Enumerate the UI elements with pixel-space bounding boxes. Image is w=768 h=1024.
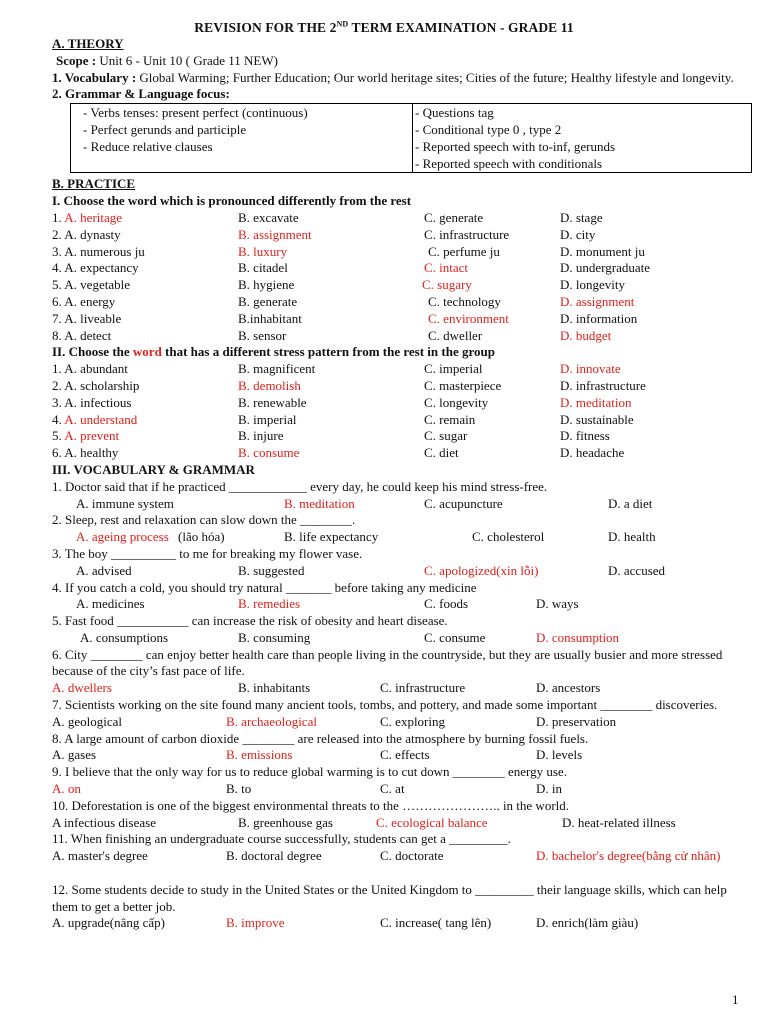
answer-option: A. upgrade(nâng cấp): [52, 915, 165, 931]
answer-option: B. magnificent: [238, 361, 316, 377]
question-options: [52, 915, 752, 932]
section-3-questions: [52, 479, 752, 933]
answer-option: 2. A. dynasty: [52, 226, 121, 242]
question-stem: 7. Scientists working on the site found many ancient tools, tombs, and pottery, and made some important ________ discoveries.: [52, 697, 718, 713]
answer-option: C. acupuncture: [424, 495, 503, 511]
answer-option: B. life expectancy: [284, 529, 379, 545]
answer-option: B. imperial: [238, 411, 297, 427]
answer-option: D. information: [560, 310, 638, 326]
document-body: [52, 36, 752, 932]
answer-option: B. renewable: [238, 394, 307, 410]
answer-option: C. generate: [424, 209, 484, 225]
answer-option: 7. A. liveable: [52, 310, 122, 326]
answer-option: A. advised: [76, 562, 132, 578]
answer-option: C. consume: [424, 629, 486, 645]
answer-option: D. longevity: [560, 277, 625, 293]
question-options: [52, 848, 752, 882]
answer-option: 6. A. healthy: [52, 445, 119, 461]
question-row: [52, 227, 752, 244]
answer-option: C. sugar: [424, 428, 468, 444]
theory-heading: A. THEORY: [52, 36, 124, 51]
answer-option: B. injure: [238, 428, 284, 444]
answer-option: D. ways: [536, 596, 579, 612]
answer-option: B. greenhouse gas: [238, 814, 333, 830]
answer-option: 2. A. scholarship: [52, 377, 140, 393]
answer-option: C. imperial: [424, 361, 483, 377]
section-2-title: II. Choose the word that has a different stress pattern from the rest in the group: [52, 344, 495, 360]
question-stem: 1. Doctor said that if he practiced ____________ every day, he could keep his mind stress-free.: [52, 478, 548, 494]
question-row: [52, 328, 752, 345]
scope-line: Scope : Unit 6 - Unit 10 ( Grade 11 NEW): [56, 52, 278, 68]
answer-option: D. ancestors: [536, 680, 601, 696]
answer-option: D. enrich(làm giàu): [536, 915, 639, 931]
question-options: [52, 747, 752, 764]
page-title: REVISION FOR THE 2ND TERM EXAMINATION - GRADE 11: [194, 19, 574, 35]
answer-option: C. infrastructure: [380, 680, 466, 696]
answer-option: A. immune system: [76, 495, 174, 511]
answer-option: A. consumptions: [80, 629, 169, 645]
answer-option: 8. A. detect: [52, 327, 112, 343]
answer-option: C. remain: [424, 411, 476, 427]
answer-option: D. undergraduate: [560, 260, 651, 276]
answer-option: B. archaeological: [226, 713, 317, 729]
answer-option: B. generate: [238, 293, 298, 309]
practice-heading: B. PRACTICE: [52, 176, 136, 192]
answer-option: D. stage: [560, 209, 603, 225]
question-stem: 4. If you catch a cold, you should try natural _______ before taking any medicine: [52, 579, 477, 595]
question-row: [52, 277, 752, 294]
answer-option: A. dwellers: [52, 680, 112, 696]
answer-option: 3. A. numerous ju: [52, 243, 145, 259]
question-stem: 9. I believe that the only way for us to reduce global warming is to cut down ________ energy use.: [52, 764, 567, 780]
answer-option: D. a diet: [608, 495, 653, 511]
answer-option: 6. A. energy: [52, 293, 116, 309]
answer-option: C. environment: [428, 310, 509, 326]
answer-option: C. masterpiece: [424, 377, 502, 393]
answer-option: D. bachelor's degree(bằng cử nhân): [536, 848, 721, 864]
answer-option: B. luxury: [238, 243, 288, 259]
answer-option: C. longevity: [424, 394, 489, 410]
answer-option: B. to: [226, 781, 252, 797]
answer-option: 3. A. infectious: [52, 394, 132, 410]
answer-option: C. exploring: [380, 713, 445, 729]
answer-option: C. infrastructure: [424, 226, 510, 242]
answer-option: B. meditation: [284, 495, 355, 511]
question-row: [52, 361, 752, 378]
answer-option: C. sugary: [422, 277, 472, 293]
answer-option: A. on: [52, 781, 81, 797]
answer-option: 4. A. expectancy: [52, 260, 139, 276]
answer-option: C. dweller: [428, 327, 483, 343]
answer-option: C. technology: [428, 293, 501, 309]
answer-option: D. city: [560, 226, 596, 242]
question-stem: 12. Some students decide to study in the United States or the United Kingdom to _________ their language skills, which can help them to get a better job.: [52, 881, 727, 914]
answer-option: C. diet: [424, 445, 459, 461]
answer-option: B.inhabitant: [238, 310, 302, 326]
answer-option: A. ageing process: [76, 529, 169, 545]
question-options: [52, 815, 752, 832]
vocabulary-line: 1. Vocabulary : Global Warming; Further Education; Our world heritage sites; Cities of the future; Healthy lifestyle and longevity.: [52, 69, 734, 85]
question-options: [52, 496, 752, 513]
answer-option: B. consuming: [238, 629, 311, 645]
question-row: [52, 428, 752, 445]
answer-option: D. headache: [560, 445, 625, 461]
question-row: [52, 311, 752, 328]
answer-option: D. consumption: [536, 629, 620, 645]
question-stem: 11. When finishing an undergraduate course successfully, students can get a _________.: [52, 831, 511, 847]
question-stem: 3. The boy __________ to me for breaking my flower vase.: [52, 545, 363, 561]
answer-option: B. suggested: [238, 562, 305, 578]
question-row: [52, 260, 752, 277]
page-number: 1: [732, 992, 739, 1007]
question-row: [52, 395, 752, 412]
answer-option: D. heat-related illness: [562, 814, 676, 830]
grammar-table: [70, 103, 752, 173]
answer-option: B. emissions: [226, 747, 293, 763]
answer-option: D. budget: [560, 327, 612, 343]
answer-option: C. increase( tang lên): [380, 915, 492, 931]
question-row: [52, 378, 752, 395]
question-row: [52, 244, 752, 261]
answer-option: D. accused: [608, 562, 666, 578]
grammar-right-cell: - Questions tag - Conditional type 0 , type 2 - Reported speech with to-inf, gerunds - Reported speech with conditionals: [413, 104, 752, 173]
question-options: [52, 630, 752, 647]
answer-option: A. master's degree: [52, 848, 148, 864]
answer-option: B. doctoral degree: [226, 848, 322, 864]
answer-option: 1. A. heritage: [52, 209, 123, 225]
answer-option: 5. A. prevent: [52, 428, 120, 444]
answer-option: D. fitness: [560, 428, 610, 444]
question-options: [52, 680, 752, 697]
answer-option: C. apologized(xin lỗi): [424, 562, 539, 578]
question-stem: 6. City ________ can enjoy better health care than people living in the countryside, but they are usually busier and more stressed because of the city’s fast pace of life.: [52, 646, 723, 679]
answer-option: D. levels: [536, 747, 583, 763]
answer-option: C. doctorate: [380, 848, 444, 864]
section-2-rows: [52, 361, 752, 462]
answer-option: D. innovate: [560, 361, 621, 377]
question-stem: 2. Sleep, rest and relaxation can slow down the ________.: [52, 512, 356, 528]
answer-option: 4. A. understand: [52, 411, 138, 427]
answer-option: B. hygiene: [238, 277, 295, 293]
answer-option: B. assignment: [238, 226, 312, 242]
answer-option: D. health: [608, 529, 656, 545]
section-1-rows: [52, 210, 752, 344]
answer-option: B. improve: [226, 915, 285, 931]
question-stem: 8. A large amount of carbon dioxide ________ are released into the atmosphere by burning fossil fuels.: [52, 730, 589, 746]
answer-option: B. sensor: [238, 327, 287, 343]
answer-option: D. meditation: [560, 394, 632, 410]
section-1-title: I. Choose the word which is pronounced differently from the rest: [52, 193, 412, 209]
answer-option: D. sustainable: [560, 411, 634, 427]
question-row: [52, 294, 752, 311]
answer-option: D. assignment: [560, 293, 635, 309]
answer-option: B. inhabitants: [238, 680, 311, 696]
answer-option: B. citadel: [238, 260, 288, 276]
answer-option: D. in: [536, 781, 562, 797]
question-stem: 5. Fast food ___________ can increase the risk of obesity and heart disease.: [52, 613, 448, 629]
answer-option: 5. A. vegetable: [52, 277, 130, 293]
question-options: [52, 563, 752, 580]
answer-option: B. demolish: [238, 377, 301, 393]
answer-option: C. intact: [424, 260, 469, 276]
answer-option: A infectious disease: [52, 814, 156, 830]
grammar-heading: 2. Grammar & Language focus:: [52, 86, 230, 102]
answer-option: 1. A. abundant: [52, 361, 128, 377]
answer-option: C. at: [380, 781, 405, 797]
answer-option: B. remedies: [238, 596, 301, 612]
answer-option: B. consume: [238, 445, 300, 461]
answer-option: C. perfume ju: [428, 243, 500, 259]
answer-option: A. medicines: [76, 596, 145, 612]
answer-option: A. gases: [52, 747, 97, 763]
answer-option: D. preservation: [536, 713, 617, 729]
question-options: [52, 781, 752, 798]
section-3-title: III. VOCABULARY & GRAMMAR: [52, 461, 255, 477]
answer-option: (lão hóa): [178, 529, 225, 545]
answer-option: C. ecological balance: [376, 814, 488, 830]
answer-option: D. monument ju: [560, 243, 645, 259]
grammar-left-cell: - Verbs tenses: present perfect (continuous) - Perfect gerunds and participle - Reduce relative clauses: [71, 104, 413, 173]
question-options: [52, 529, 752, 546]
answer-option: A. geological: [52, 713, 123, 729]
answer-option: B. excavate: [238, 209, 299, 225]
question-row: [52, 210, 752, 227]
question-row: [52, 445, 752, 462]
question-row: [52, 412, 752, 429]
question-options: [52, 596, 752, 613]
question-stem: 10. Deforestation is one of the biggest environmental threats to the ………………….. in the world.: [52, 797, 570, 813]
answer-option: C. cholesterol: [472, 529, 545, 545]
answer-option: C. foods: [424, 596, 469, 612]
answer-option: C. effects: [380, 747, 430, 763]
answer-option: D. infrastructure: [560, 377, 646, 393]
question-options: [52, 714, 752, 731]
